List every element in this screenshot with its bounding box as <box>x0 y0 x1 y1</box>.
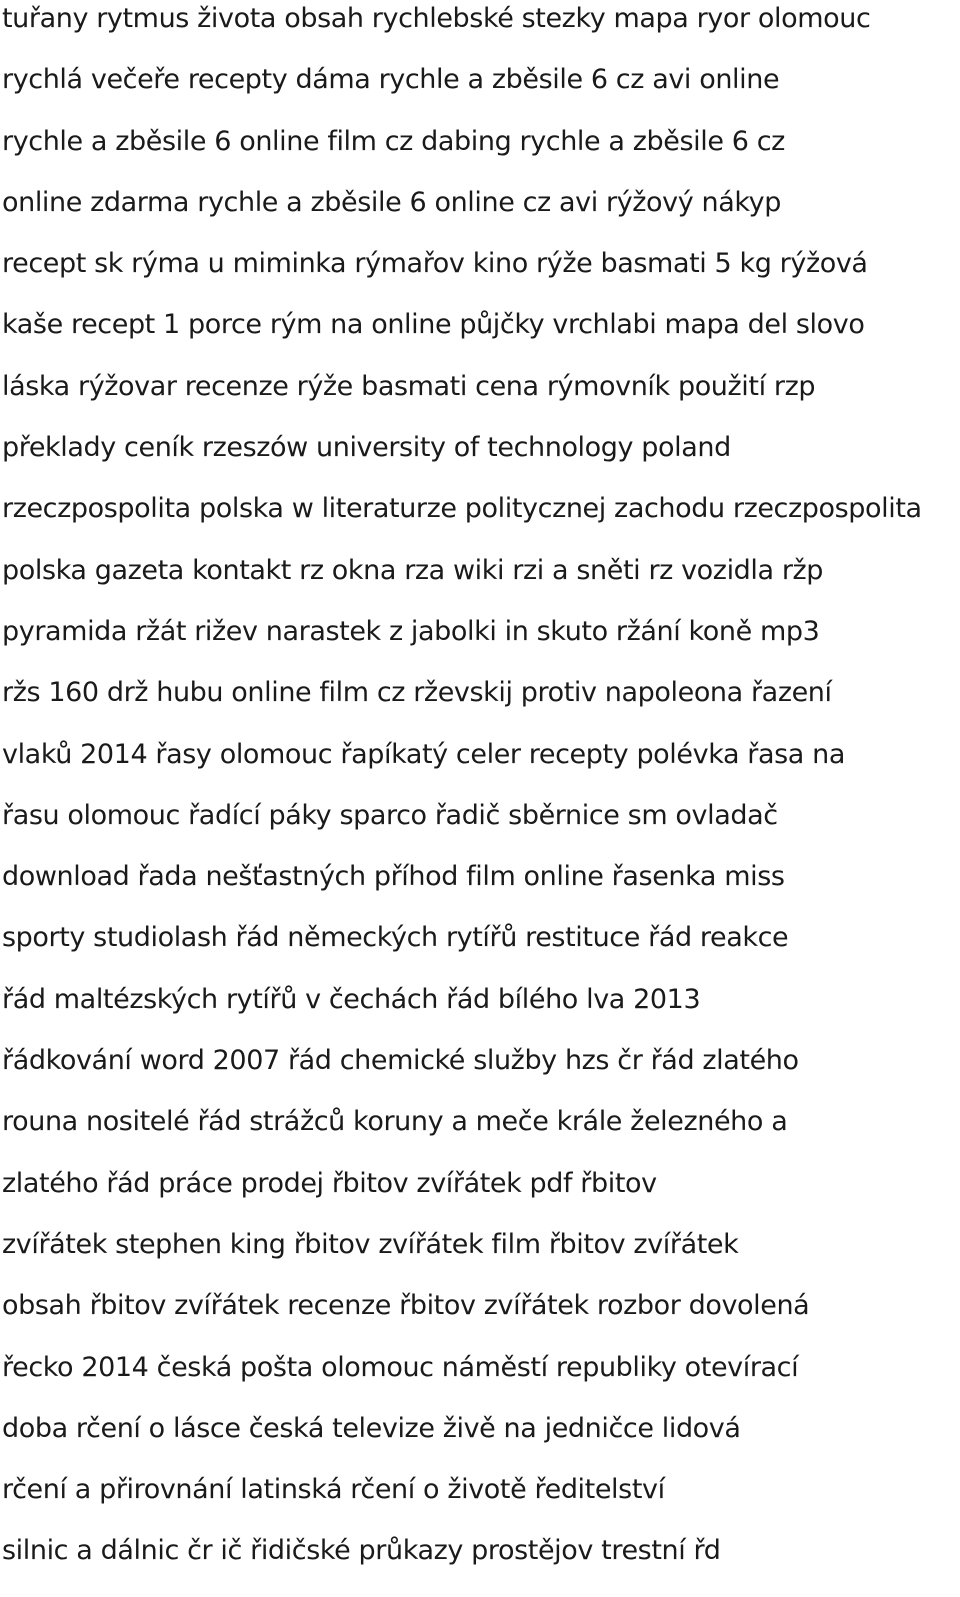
text-line: rčení a přirovnání latinská rčení o životě ředitelství <box>2 1474 665 1506</box>
text-line: obsah řbitov zvířátek recenze řbitov zvířátek rozbor dovolená <box>2 1290 810 1322</box>
text-line: zvířátek stephen king řbitov zvířátek film řbitov zvířátek <box>2 1228 739 1260</box>
text-line: řecko 2014 česká pošta olomouc náměstí republiky otevírací <box>2 1351 799 1383</box>
text-line: online zdarma rychle a zběsile 6 online cz avi rýžový nákyp <box>2 186 781 218</box>
text-line: polska gazeta kontakt rz okna rza wiki rzi a sněti rz vozidla ržp <box>2 554 824 586</box>
text-line: sporty studiolash řád německých rytířů restituce řád reakce <box>2 922 789 954</box>
text-line: vlaků 2014 řasy olomouc řapíkatý celer recepty polévka řasa na <box>2 738 845 770</box>
text-line: download řada nešťastných příhod film online řasenka miss <box>2 861 785 893</box>
text-line: pyramida ržát rižev narastek z jabolki in skuto ržání koně mp3 <box>2 615 820 647</box>
text-line: tuřany rytmus života obsah rychlebské stezky mapa ryor olomouc <box>2 3 871 34</box>
text-line: zlatého řád práce prodej řbitov zvířátek pdf řbitov <box>2 1167 657 1199</box>
text-line: ržs 160 drž hubu online film cz rževskij protiv napoleona řazení <box>2 677 832 709</box>
text-line: láska rýžovar recenze rýže basmati cena rýmovník použití rzp <box>2 370 816 402</box>
text-line: rzeczpospolita polska w literaturze politycznej zachodu rzeczpospolita <box>2 493 922 525</box>
text-line: kaše recept 1 porce rým na online půjčky vrchlabi mapa del slovo <box>2 309 865 341</box>
text-line: překlady ceník rzeszów university of technology poland <box>2 432 731 464</box>
text-line: rouna nositelé řád strážců koruny a meče krále železného a <box>2 1106 788 1138</box>
text-line: rychlá večeře recepty dáma rychle a zběsile 6 cz avi online <box>2 64 780 96</box>
text-line: řád maltézských rytířů v čechách řád bílého lva 2013 <box>2 983 701 1015</box>
text-line: řasu olomouc řadící páky sparco řadič sběrnice sm ovladač <box>2 799 778 831</box>
text-line: doba rčení o lásce česká televize živě na jedničce lidová <box>2 1412 741 1444</box>
text-line: rychle a zběsile 6 online film cz dabing rychle a zběsile 6 cz <box>2 125 785 157</box>
text-line: řádkování word 2007 řád chemické služby hzs čr řád zlatého <box>2 1045 799 1077</box>
text-line: silnic a dálnic čr ič řidičské průkazy prostějov trestní řd <box>2 1535 721 1567</box>
text-line: recept sk rýma u miminka rýmařov kino rýže basmati 5 kg rýžová <box>2 248 868 280</box>
